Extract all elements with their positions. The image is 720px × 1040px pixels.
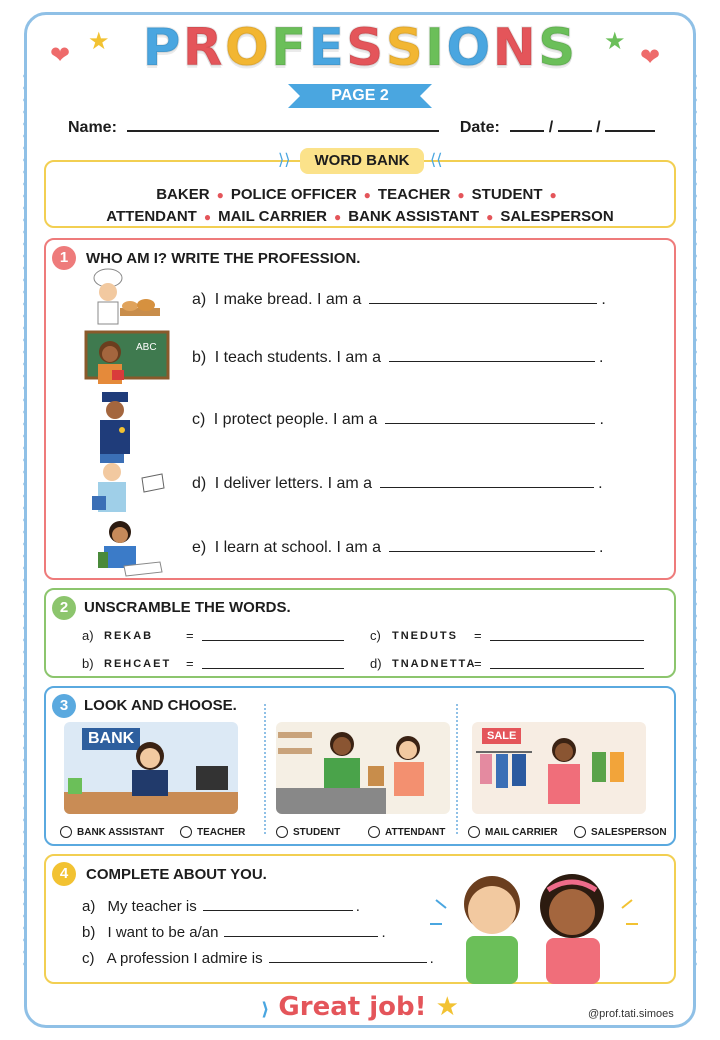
star-icon: ★ xyxy=(604,28,626,55)
item-text: I protect people. I am a xyxy=(213,411,378,428)
item-end: . xyxy=(598,475,603,492)
section-unscramble xyxy=(44,588,676,678)
scrambled-word: REHCAET xyxy=(104,658,172,670)
scrambled-word: REKAB xyxy=(104,630,154,642)
item-letter: b) xyxy=(82,656,94,671)
item-end: . xyxy=(429,950,434,967)
word-bank-word: POLICE OFFICER xyxy=(230,186,357,203)
answer-field[interactable] xyxy=(224,925,378,937)
choice-label: SALESPERSON xyxy=(591,826,667,838)
name-field[interactable] xyxy=(127,118,439,132)
date-day-field[interactable] xyxy=(510,118,544,132)
answer-field[interactable] xyxy=(202,640,344,641)
great-job-text: Great job! xyxy=(278,992,427,1022)
title-letter: S xyxy=(538,18,578,78)
radio-button[interactable] xyxy=(180,826,192,838)
item-letter: e) xyxy=(192,539,207,556)
section-title: LOOK AND CHOOSE. xyxy=(84,697,237,714)
sparkle-icon: ⟩ xyxy=(261,999,270,1020)
sparkle-icon: ⟨⟨ xyxy=(430,152,443,169)
choice-label: MAIL CARRIER xyxy=(485,826,558,838)
title-letter: O xyxy=(446,18,493,78)
section-number: 4 xyxy=(52,862,76,886)
section-title: UNSCRAMBLE THE WORDS. xyxy=(84,599,291,616)
equals-sign: = xyxy=(474,656,482,671)
equals-sign: = xyxy=(186,656,194,671)
word-separator-dot: ● xyxy=(216,188,224,202)
page-number-badge: PAGE 2 xyxy=(302,84,418,108)
date-separator: / xyxy=(548,119,554,136)
word-separator-dot: ● xyxy=(486,210,494,224)
date-year-field[interactable] xyxy=(605,118,655,132)
section-number: 2 xyxy=(52,596,76,620)
word-separator-dot: ● xyxy=(457,188,465,202)
police-officer-illustration xyxy=(92,390,148,458)
item-text: I deliver letters. I am a xyxy=(214,475,373,492)
answer-field[interactable] xyxy=(369,290,597,304)
word-separator-dot: ● xyxy=(333,210,342,224)
section-number: 3 xyxy=(52,694,76,718)
children-illustration xyxy=(422,860,646,984)
section-look-and-choose xyxy=(44,686,676,846)
word-bank-word: ATTENDANT xyxy=(106,208,197,225)
item-letter: c) xyxy=(82,950,95,967)
item-text: I learn at school. I am a xyxy=(214,539,381,556)
answer-field[interactable] xyxy=(385,410,595,424)
about-you-item xyxy=(82,898,360,915)
equals-sign: = xyxy=(474,628,482,643)
date-separator: / xyxy=(596,119,601,136)
student-illustration xyxy=(90,516,166,578)
answer-field[interactable] xyxy=(380,474,594,488)
section-title: COMPLETE ABOUT YOU. xyxy=(86,866,267,883)
word-bank-word: BANK ASSISTANT xyxy=(348,208,480,225)
answer-field[interactable] xyxy=(490,640,644,641)
name-date-row xyxy=(68,118,658,138)
who-am-i-item xyxy=(192,410,604,429)
radio-button[interactable] xyxy=(468,826,480,838)
choice-option[interactable] xyxy=(468,826,558,838)
author-handle: @prof.tati.simoes xyxy=(588,1008,674,1020)
who-am-i-item xyxy=(192,348,603,367)
choice-option[interactable] xyxy=(180,826,245,838)
item-end: . xyxy=(381,924,386,941)
chalkboard-text: ABC xyxy=(136,342,157,353)
radio-button[interactable] xyxy=(368,826,380,838)
sparkle-icon: ⟩⟩ xyxy=(278,152,291,169)
title-letter: S xyxy=(345,18,386,78)
choice-label: BANK ASSISTANT xyxy=(77,826,165,838)
about-you-item xyxy=(82,950,434,967)
date-month-field[interactable] xyxy=(558,118,592,132)
who-am-i-item xyxy=(192,290,606,309)
about-you-item xyxy=(82,924,386,941)
heart-icon: ❤ xyxy=(640,44,661,71)
title-letter: N xyxy=(492,18,538,78)
word-separator-dot: ● xyxy=(363,188,371,202)
answer-field[interactable] xyxy=(389,348,595,362)
scrambled-word: TNEDUTS xyxy=(392,630,458,642)
bank-scene xyxy=(64,722,238,814)
bank-assistant-illustration xyxy=(64,722,238,814)
attendant-illustration xyxy=(276,722,450,814)
word-bank-row xyxy=(46,184,674,206)
star-icon: ★ xyxy=(88,28,110,55)
teacher-illustration xyxy=(84,330,170,390)
title-letter: I xyxy=(424,18,447,78)
choice-label: TEACHER xyxy=(197,826,246,838)
dotted-border-left xyxy=(23,70,27,970)
choice-option[interactable] xyxy=(368,826,445,838)
word-separator-dot: ● xyxy=(549,188,557,202)
item-letter: a) xyxy=(192,291,207,308)
item-end: . xyxy=(355,898,360,915)
word-bank xyxy=(44,152,676,228)
item-text: I teach students. I am a xyxy=(214,349,381,366)
title-letter: P xyxy=(142,18,183,78)
word-bank-word: SALESPERSON xyxy=(500,208,614,225)
section-who-am-i xyxy=(44,238,676,580)
radio-button[interactable] xyxy=(276,826,288,838)
item-text: I make bread. I am a xyxy=(214,291,362,308)
equals-sign: = xyxy=(186,628,194,643)
radio-button[interactable] xyxy=(574,826,586,838)
item-letter: c) xyxy=(192,411,206,428)
item-letter: d) xyxy=(370,656,382,671)
who-am-i-item xyxy=(192,474,603,493)
item-end: . xyxy=(599,411,604,428)
heart-icon: ❤ xyxy=(50,42,71,69)
item-letter: a) xyxy=(82,898,96,915)
name-label: Name: xyxy=(68,119,117,136)
word-bank-words xyxy=(46,184,674,228)
title-letter: F xyxy=(270,18,309,78)
answer-field[interactable] xyxy=(389,538,595,552)
section-title: WHO AM I? WRITE THE PROFESSION. xyxy=(86,250,361,267)
choice-option[interactable] xyxy=(276,826,340,838)
radio-button[interactable] xyxy=(60,826,72,838)
item-text: A profession I admire is xyxy=(106,950,263,967)
dotted-border-right xyxy=(693,70,697,970)
scene-divider xyxy=(264,704,266,834)
star-icon: ★ xyxy=(435,992,459,1022)
salesperson-illustration xyxy=(472,722,646,814)
item-letter: b) xyxy=(192,349,207,366)
mail-carrier-illustration xyxy=(90,452,170,518)
scrambled-word: TNADNETTA xyxy=(392,658,477,670)
item-text: I want to be a/an xyxy=(107,924,219,941)
word-bank-word: MAIL CARRIER xyxy=(218,208,327,225)
word-bank-label: WORD BANK xyxy=(300,148,424,174)
answer-field[interactable] xyxy=(269,951,427,963)
choice-option[interactable] xyxy=(60,826,164,838)
item-letter: c) xyxy=(370,628,381,643)
who-am-i-item xyxy=(192,538,603,557)
choice-option[interactable] xyxy=(574,826,667,838)
answer-field[interactable] xyxy=(202,668,344,669)
word-bank-word: BAKER xyxy=(156,186,210,203)
item-letter: a) xyxy=(82,628,94,643)
word-bank-word: STUDENT xyxy=(471,186,543,203)
page-title xyxy=(0,18,720,78)
date-label: Date: xyxy=(459,119,500,136)
item-end: . xyxy=(599,539,604,556)
answer-field[interactable] xyxy=(490,668,644,669)
item-text: My teacher is xyxy=(107,898,197,915)
section-number: 1 xyxy=(52,246,76,270)
clothing-store-scene xyxy=(472,722,646,814)
bank-sign: BANK xyxy=(82,728,140,750)
store-scene xyxy=(276,722,450,814)
word-bank-word: TEACHER xyxy=(377,186,451,203)
scene-divider xyxy=(456,704,458,834)
title-letter: O xyxy=(224,18,271,78)
word-bank-row xyxy=(46,206,674,228)
section-complete-about-you xyxy=(44,854,676,984)
title-letter: E xyxy=(308,18,346,78)
baker-illustration xyxy=(86,268,166,328)
item-letter: d) xyxy=(192,475,207,492)
title-letter: S xyxy=(385,18,425,78)
item-end: . xyxy=(599,349,604,366)
item-end: . xyxy=(601,291,606,308)
word-separator-dot: ● xyxy=(203,210,212,224)
item-letter: b) xyxy=(82,924,96,941)
choice-label: ATTENDANT xyxy=(385,826,446,838)
sale-sign: SALE xyxy=(482,728,521,744)
answer-field[interactable] xyxy=(203,899,353,911)
title-letter: R xyxy=(182,18,225,78)
choice-label: STUDENT xyxy=(293,826,341,838)
